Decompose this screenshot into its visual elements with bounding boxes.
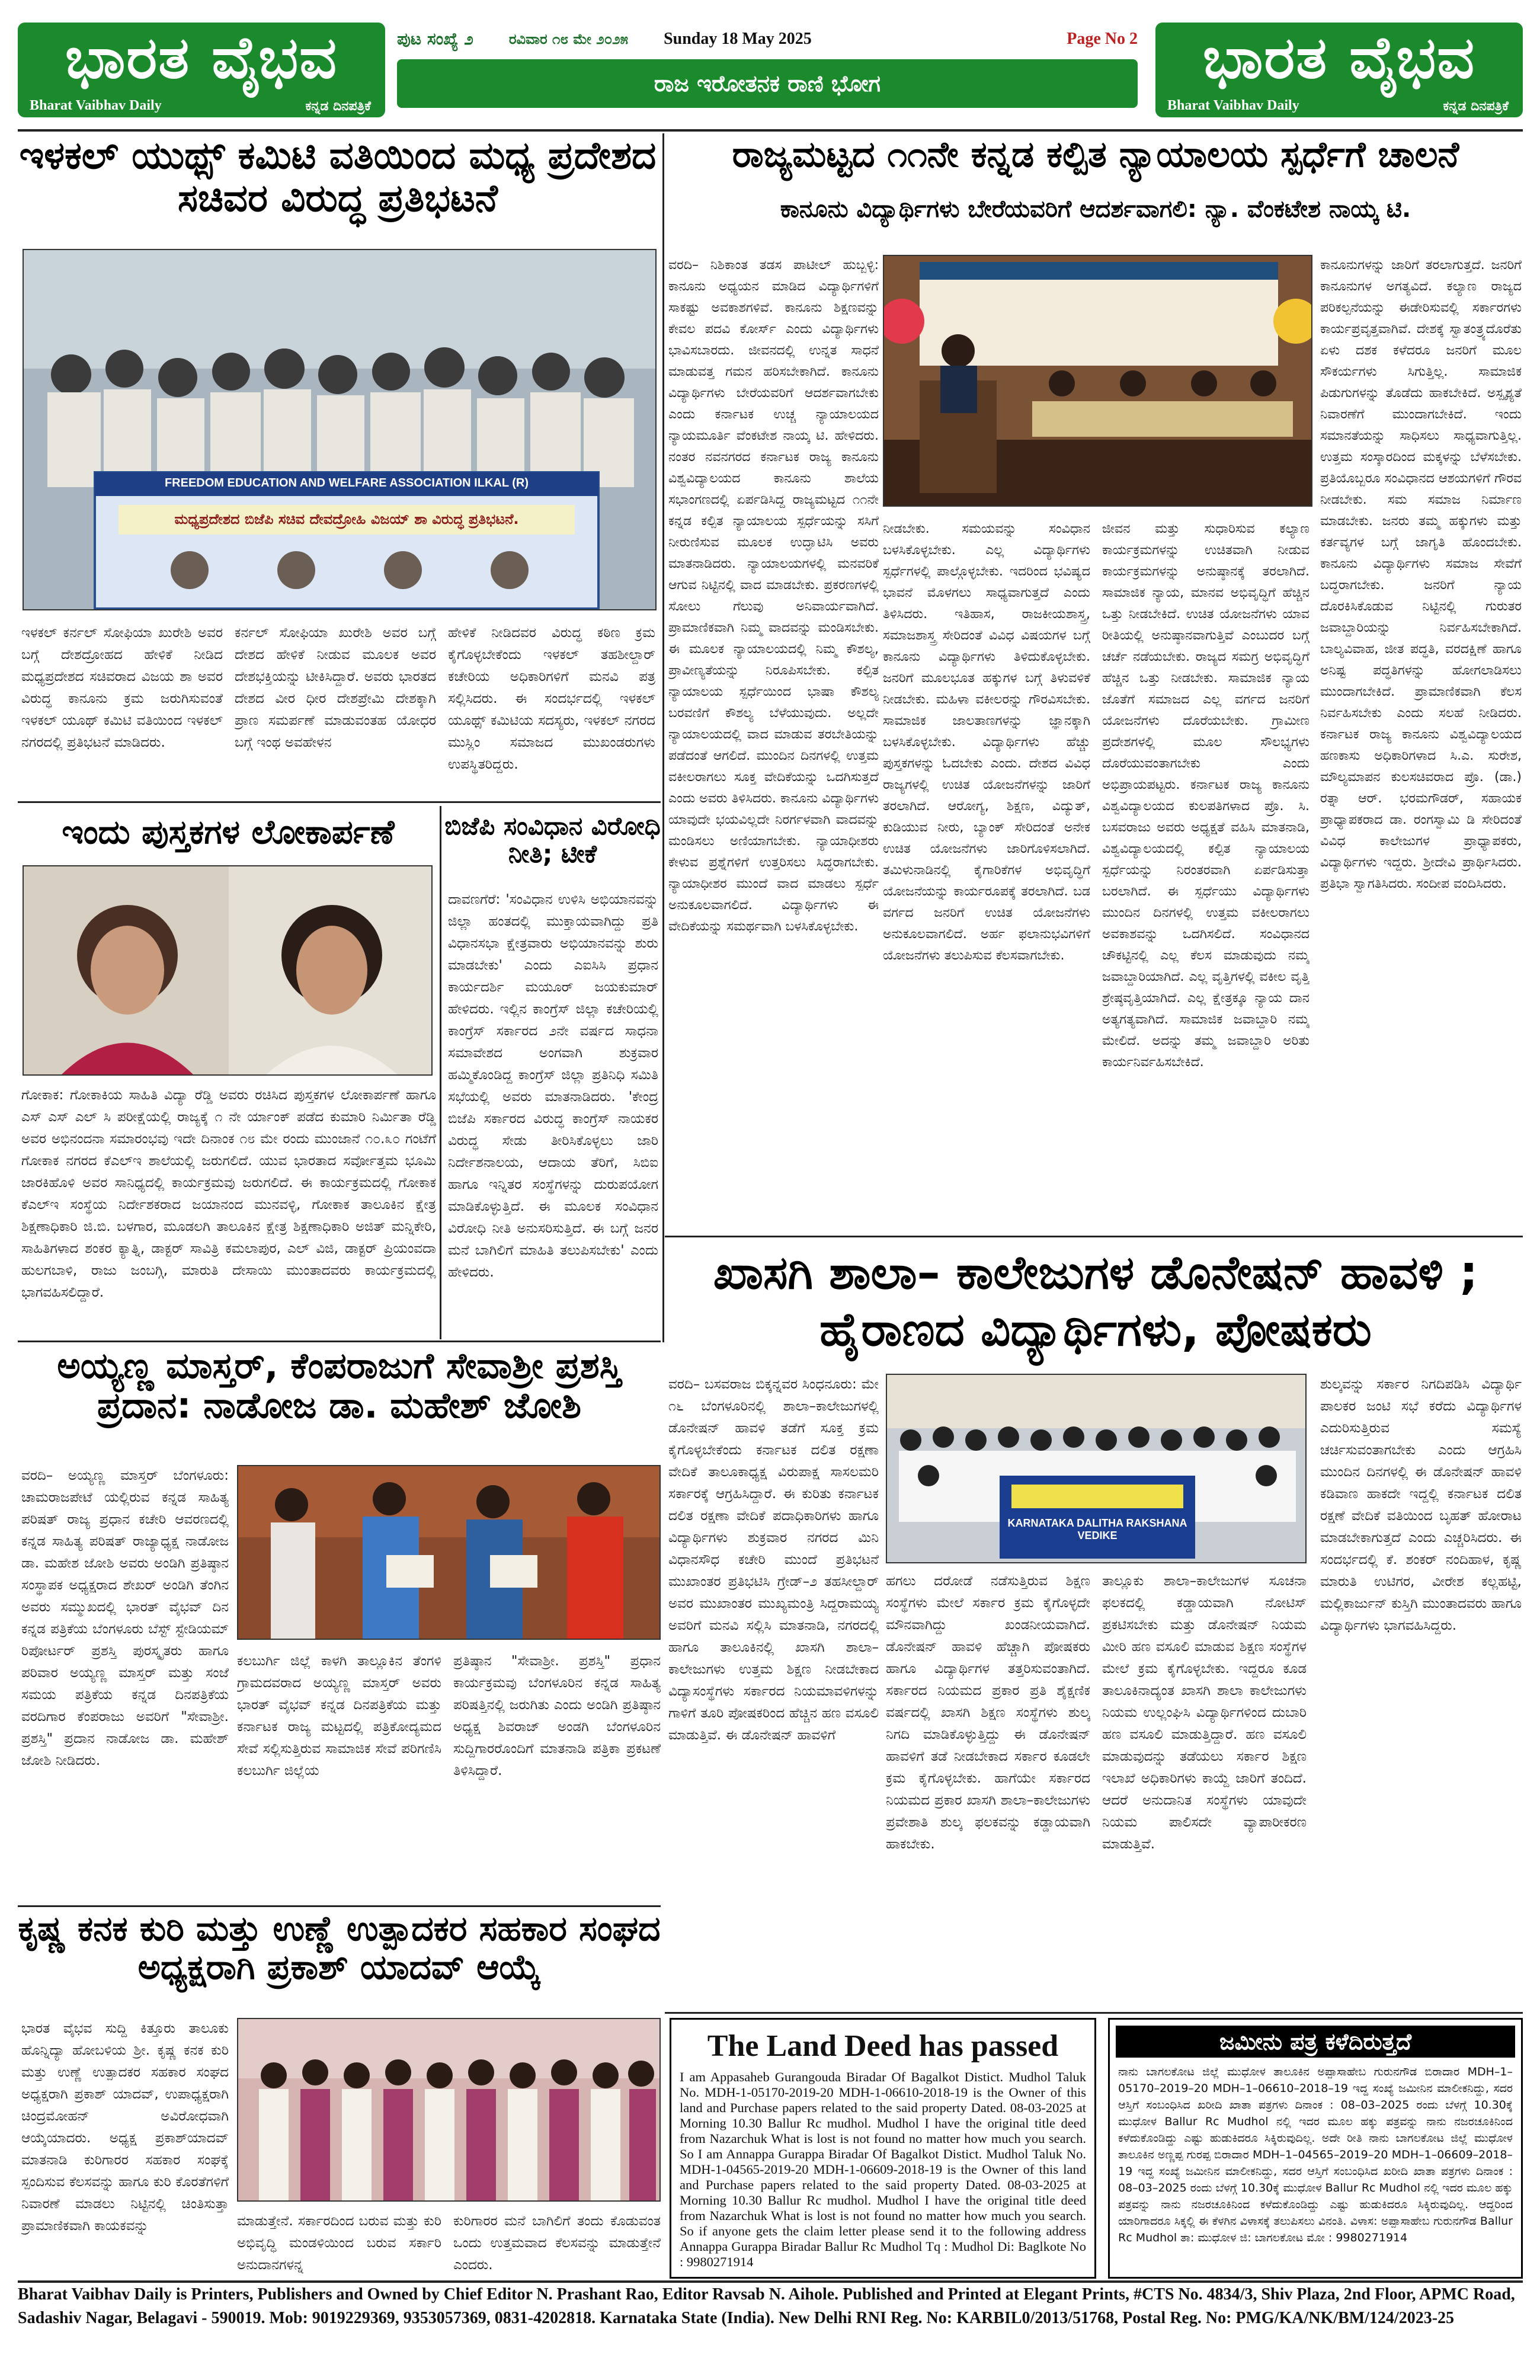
divider xyxy=(665,1236,1523,1237)
students-photo xyxy=(886,1374,1307,1563)
article-body: ಗೋಕಾಕ: ಗೋಕಾಕಿಯ ಸಾಹಿತಿ ವಿದ್ಯಾ ರೆಡ್ಡಿ ಅವರು ರಚಿಸಿದ ಪುಸ್ತಕಗಳ ಲೋಕಾರ್ಪಣೆ ಹಾಗೂ ಎಸ್ ಎಸ್ ಎಲ್ ಸಿ ಪರೀಕ್ಷೆಯಲ್ಲಿ ರಾಜ್ಯಕ್ಕೆ ೧ ನೇ ರ್ಯಾಂಕ್ ಪಡೆದ ಕುಮಾರಿ ನಿರ್ಮಿತಾ ರೆಡ್ಡಿ ಅವರ ಅಭಿನಂದನಾ ಸಮಾರಂಭವು ಇದೇ ದಿನಾಂಕ ೧೮ ಮೇ ರಂದು ಮುಂಜಾನೆ ೧೦.೩೦ ಗಂಟೆಗೆ ಗೋಕಾಕ ನಗರದ ಕೆಎಲ್‌ಇ ಶಾಲೆಯಲ್ಲಿ ಜರುಗಲಿದೆ. ಯುವ ಭಾರತಾದ ಸರ್ವೋತ್ತಮ ಭೂಮಿ ಜಾರಕಿಹೊಳಿ ಅವರ ಸಾನಿಧ್ಯದಲ್ಲಿ ಕಾರ್ಯಕ್ರಮವು ಜರುಗಲಿದೆ. ಈ ಕಾರ್ಯಕ್ರಮದಲ್ಲಿ ಗೋಕಾಕ ಕೆಎಲ್‌ಇ ಸಂಸ್ಥೆಯ ನಿರ್ದೇಶಕರಾದ ಜಯಾನಂದ ಮುನವಳ್ಳಿ, ಗೋಕಾಕ ತಾಲೂಕಿನ ಕ್ಷೇತ್ರ ಶಿಕ್ಷಣಾಧಿಕಾರಿ ಜಿ.ಬಿ. ಬಳಗಾರ, ಮೂಡಲಗಿ ತಾಲೂಕಿನ ಕ್ಷೇತ್ರ ಶಿಕ್ಷಣಾಧಿಕಾರಿ ಅಜಿತ್ ಮನ್ನಿಕೇರಿ, ಸಾಹಿತಿಗಳಾದ ಶಂಕರ ಕ್ಯಾತ್ನಿ, ಡಾಕ್ಟರ್ ಸಾವಿತ್ರಿ ಕಮಲಾಪುರ, ಎಲ್ ವಿಜಿ, ಡಾಕ್ಟರ್ ಪ್ರಿಯಂವದಾ ಹುಲಗಬಾಳಿ, ರಾಜು ಜಂಬಗ್ಗಿ, ಮಾರುತಿ ದೇಸಾಯಿ ಮುಂತಾದವರು ಕಾರ್ಯಕ್ರಮದಲ್ಲಿ ಭಾಗವಹಿಸಲಿದ್ದಾರೆ. xyxy=(21,1087,436,1300)
date-kn: ರವಿವಾರ ೧೮ ಮೇ ೨೦೨೫ xyxy=(508,31,629,47)
article-column: ಪ್ರತಿಷ್ಠಾನ "ಸೇವಾಶ್ರೀ. ಪ್ರಶಸ್ತಿ" ಪ್ರಧಾನ ಕಾರ್ಯಕ್ರಮವು ಬೆಂಗಳೂರಿನ ಕನ್ನಡ ಸಾಹಿತ್ಯ ಪರಿಷತ್ತಿನಲ್ಲಿ ಜರುಗಿತು ಎಂದು ಅಂಡಿಗಿ ಪ್ರತಿಷ್ಠಾನ ಅಧ್ಯಕ್ಷ ಶಿವರಾಜ್ ಅಂಡಗಿ ಬೆಂಗಳೂರಿನ ಸುದ್ದಿಗಾರರೊಂದಿಗೆ ಮಾತನಾಡಿ ಪತ್ರಿಕಾ ಪ್ರಕಟಣೆ ತಿಳಿಸಿದ್ದಾರೆ. xyxy=(453,1653,661,1778)
photo-slogan-text: ಮಧ್ಯಪ್ರದೇಶದ ಬಿಜೆಪಿ ಸಚಿವ ದೇವದ್ರೋಹಿ ವಿಜಯ್ ಶಾ ವಿರುದ್ಧ ಪ್ರತಿಭಟನೆ. xyxy=(174,511,519,527)
land-deed-notice-en xyxy=(670,2018,1096,2279)
article-column: ಹಗಲು ದರೋಡೆ ನಡೆಸುತ್ತಿರುವ ಶಿಕ್ಷಣ ಸಂಸ್ಥೆಗಳು ಮೇಲೆ ಸರ್ಕಾರ ಕ್ರಮ ಕೈಗೊಳ್ಳದೇ ಮೌನವಾಗಿದ್ದು ಖಂಡನೀಯವಾಗಿದೆ. ಡೊನೇಷನ್ ಹಾವಳಿ ಹೆಚ್ಚಾಗಿ ಪೋಷಕರು ಹಾಗೂ ವಿದ್ಯಾರ್ಥಿಗಳ ತತ್ತರಿಸುವಂತಾಗಿದೆ. ಸರ್ಕಾರದ ನಿಯಮದ ಪ್ರಕಾರ ಪ್ರತಿ ಶೈಕ್ಷಣಿಕ ವರ್ಷದಲ್ಲಿ ಖಾಸಗಿ ಶಿಕ್ಷಣ ಸಂಸ್ಥೆಗಳು ಶುಲ್ಕ ನಿಗದಿ ಮಾಡಿಕೊಳ್ಳುತ್ತಿದ್ದು ಈ ಡೊನೇಷನ್ ಹಾವಳಿಗೆ ತಡೆ ನೀಡಬೇಕಾದ ಸರ್ಕಾರ ಕೂಡಲೇ ಕ್ರಮ ಕೈಗೊಳ್ಳಬೇಕು. ಹಾಗೆಯೇ ಸರ್ಕಾರದ ನಿಯಮದ ಪ್ರಕಾರ ಖಾಸಗಿ ಶಾಲಾ–ಕಾಲೇಜುಗಳು ಪ್ರವೇಶಾತಿ ಶುಲ್ಕ ಫಲಕವನ್ನು ಕಡ್ಡಾಯವಾಗಿ ಹಾಕಬೇಕು. xyxy=(886,1573,1090,1852)
divider xyxy=(665,2012,1523,2014)
land-deed-notice-kn xyxy=(1108,2018,1523,2279)
author-photos-image xyxy=(24,866,433,1076)
article-column: ವರದಿ– ಅಯ್ಯಣ್ಣ ಮಾಸ್ತರ್ ಬೆಂಗಳೂರು: ಚಾಮರಾಜಪೇಟೆ ಯಲ್ಲಿರುವ ಕನ್ನಡ ಸಾಹಿತ್ಯ ಪರಿಷತ್ ರಾಜ್ಯ ಪ್ರಧಾನ ಕಚೇರಿ ಆವರಣದಲ್ಲಿ ಕನ್ನಡ ಸಾಹಿತ್ಯ ಪರಿಷತ್ ರಾಜ್ಯಾಧ್ಯಕ್ಷ ನಾಡೋಜ ಡಾ. ಮಹೇಶ ಜೋಶಿ ಅವರು ಅಂಡಿಗಿ ಪ್ರತಿಷ್ಠಾನ ಸಂಸ್ಥಾಪಕ ಅಧ್ಯಕ್ಷರಾದ ಶೇಖರ್ ಅಂಡಿಗಿ ತೆಂಗಿನ ಅವರು ಸಮ್ಮುಖದಲ್ಲಿ ಭಾರತ್ ವೈಭವ್ ದಿನ ಕನ್ನಡ ಪತ್ರಿಕೆಯ ಬೆಂಗಳೂರು ಬೆಸ್ಟ್ ಸ್ಟೇಡಿಯಮ್ ರಿಪೋರ್ಟರ್ ಪ್ರಶಸ್ತಿ ಪುರಸ್ಕೃತರು ಹಾಗೂ ಪರಿವಾರ ಅಯ್ಯಣ್ಣ ಮಾಸ್ತರ್ ಮತ್ತು ಸಂಜೆ ಸಮಯ ಪತ್ರಿಕೆಯ ಕನ್ನಡ ದಿನಪತ್ರಿಕೆಯ ವರದಿಗಾರ ಕೆಂಪರಾಜು ಅವರಿಗೆ "ಸೇವಾಶ್ರೀ. ಪ್ರಶಸ್ತಿ" ಪ್ರದಾನ ನಾಡೋಜ ಡಾ. ಮಹೇಶ್ ಜೋಶಿ ನೀಡಿದರು. xyxy=(21,1468,229,1768)
notice-title: The Land Deed has passed xyxy=(707,2029,1059,2063)
article-column: ವರದಿ– ನಿಶಿಕಾಂತ ತಡಸ ಪಾಟೀಲ್ ಹುಬ್ಬಳ್ಳಿ: ಕಾನೂನು ಅಧ್ಯಯನ ಮಾಡಿದ ವಿದ್ಯಾರ್ಥಿಗಳಿಗೆ ಸಾಕಷ್ಟು ಅವಕಾಶಗಳಿವೆ. ಕಾನೂನು ಶಿಕ್ಷಣವನ್ನು ಕೇವಲ ಪದವಿ ಕೋರ್ಸ್ ಎಂದು ವಿದ್ಯಾರ್ಥಿಗಳು ಭಾವಿಸಬಾರದು. ಜೀವನದಲ್ಲಿ ಉನ್ನತ ಸಾಧನೆ ಮಾಡುವತ್ತ ಗಮನ ಹರಿಸಬೇಕಾಗಿದೆ. ಕಾನೂನು ವಿದ್ಯಾರ್ಥಿಗಳು ಬೇರೆಯವರಿಗೆ ಆದರ್ಶವಾಗಬೇಕು ಎಂದು ಕರ್ನಾಟಕ ಉಚ್ಚ ನ್ಯಾಯಾಲಯದ ನ್ಯಾಯಮೂರ್ತಿ ವೆಂಕಟೇಶ ನಾಯ್ಕ ಟಿ. ಹೇಳಿದರು. ನಂತರ ನವನಗರದ ಕರ್ನಾಟಕ ರಾಜ್ಯ ಕಾನೂನು ವಿಶ್ವವಿದ್ಯಾಲಯದ ಕಾನೂನು ಶಾಲೆಯ ಸಭಾಂಗಣದಲ್ಲಿ ಏರ್ಪಡಿಸಿದ್ದ ರಾಜ್ಯಮಟ್ಟದ ೧೧ನೇ ಕನ್ನಡ ಕಲ್ಪಿತ ನ್ಯಾಯಾಲಯ ಸ್ಪರ್ಧೆಯನ್ನು ಸಸಿಗೆ ನೀರುಣಿಸುವ ಮೂಲಕ ಉದ್ಘಾಟಿಸಿ ಅವರು ಮಾತನಾಡಿದರು. ನ್ಯಾಯಾಲಯಗಳಲ್ಲಿ ಮನವರಿಕೆ ಆಗುವ ನಿಟ್ಟಿನಲ್ಲಿ ವಾದ ಮಾಡಬೇಕು. ಪ್ರಕರಣಗಳಲ್ಲಿ ಸೋಲು ಗೆಲುವು ಅನಿವಾರ್ಯವಾಗಿದೆ. ಪ್ರಾಮಾಣಿಕವಾಗಿ ನಿಮ್ಮ ವಾದವನ್ನು ಮಂಡಿಸಬೇಕು. ಈ ಮೂಲಕ ನ್ಯಾಯಾಲಯದಲ್ಲಿ ನಿಮ್ಮ ಕೌಶಲ್ಯ, ಪ್ರಾವೀಣ್ಯತೆಯನ್ನು ನಿರೂಪಿಸಬೇಕು. ಕಲ್ಪಿತ ನ್ಯಾಯಾಲಯ ಸ್ಪರ್ಧೆಯಿಂದ ಭಾಷಾ ಕೌಶಲ್ಯ ಬರವಣಿಗೆ ಕೌಶಲ್ಯ ಬೆಳೆಯುವುದು. ಅಲ್ಲದೇ ನ್ಯಾಯಾಲಯದಲ್ಲಿ ವಾದ ಮಾಡುವ ತರಬೇತಿಯನ್ನು ಪಡೆದಂತೆ ಆಗಲಿದೆ. ಮುಂದಿನ ದಿನಗಳಲ್ಲಿ ಉತ್ತಮ ವಕೀಲರಾಗಲು ಸೂಕ್ತ ವೇದಿಕೆಯನ್ನು ಒದಗಿಸುತ್ತದೆ ಎಂದು ಅವರು ತಿಳಿಸಿದರು. ಕಾನೂನು ವಿದ್ಯಾರ್ಥಿಗಳು ಯಾವುದೇ ಭಯವಿಲ್ಲದೇ ನಿರರ್ಗಳವಾಗಿ ವಾದವನ್ನು ಮಂಡಿಸಲು ಅಣಿಯಾಗಬೇಕು. ನ್ಯಾಯಾಧೀಶರು ಕೇಳುವ ಪ್ರಶ್ನೆಗಳಿಗೆ ಉತ್ತರಿಸಲು ಸಿದ್ಧರಾಗಬೇಕು. ನ್ಯಾಯಾಧೀಶರ ಮುಂದೆ ವಾದ ಮಾಡಲು ಸ್ಪರ್ಧೆ ಅನುಕೂಲವಾಗಲಿದೆ. ವಿದ್ಯಾರ್ಥಿಗಳು ಈ ವೇದಿಕೆಯನ್ನು ಸಮರ್ಥವಾಗಿ ಬಳಸಿಕೊಳ್ಳಬೇಕು. xyxy=(668,258,879,934)
protest-photo-image xyxy=(24,250,657,610)
issue-info xyxy=(397,26,1138,52)
article-subheadline: ಕಾನೂನು ವಿದ್ಯಾರ್ಥಿಗಳು ಬೇರೆಯವರಿಗೆ ಆದರ್ಶವಾಗಲಿ: ನ್ಯಾ. ವೆಂಕಟೇಶ ನಾಯ್ಕ ಟಿ. xyxy=(780,196,1411,223)
article-column: ಕಾನೂನುಗಳನ್ನು ಜಾರಿಗೆ ತರಲಾಗುತ್ತದೆ. ಜನರಿಗೆ ಕಾನೂನುಗಳ ಅಗತ್ಯವಿದೆ. ಕಲ್ಯಾಣ ರಾಜ್ಯದ ಪರಿಕಲ್ಪನೆಯನ್ನು ಈಡೇರಿಸುವಲ್ಲಿ ಸರ್ಕಾರಗಳು ಕಾರ್ಯಪ್ರವೃತ್ತವಾಗಿವೆ. ದೇಶಕ್ಕೆ ಸ್ವಾತಂತ್ರ್ಯದೊರೆತು ಏಳು ದಶಕ ಕಳೆದರೂ ಜನರಿಗೆ ಮೂಲ ಸೌಕರ್ಯಗಳು ಸಿಗುತ್ತಿಲ್ಲ. ಸಾಮಾಜಿಕ ಪಿಡುಗುಗಳನ್ನು ತೊಡೆದು ಹಾಕಬೇಕಿದೆ. ಅಸ್ಪೃಶ್ಯತೆ ನಿವಾರಣೆಗೆ ಮುಂದಾಗಬೇಕಿದೆ. ಇಂದು ಸಮಾನತೆಯನ್ನು ಸಾಧಿಸಲು ಸಾಧ್ಯವಾಗುತ್ತಿಲ್ಲ. ಉತ್ತಮ ಸಂಸ್ಕಾರದಿಂದ ಮಕ್ಕಳನ್ನು ಬೆಳೆಸಬೇಕು. ಪ್ರತಿಯೊಬ್ಬರೂ ಸಂವಿಧಾನದ ಆಶಯಗಳಿಗೆ ಗೌರವ ನೀಡಬೇಕು. ಸಮ ಸಮಾಜ ನಿರ್ಮಾಣ ಮಾಡಬೇಕು. ಜನರು ತಮ್ಮ ಹಕ್ಕುಗಳು ಮತ್ತು ಕರ್ತವ್ಯಗಳ ಬಗ್ಗೆ ಜಾಗೃತಿ ಹೊಂದಬೇಕು. ಕಾನೂನು ವಿದ್ಯಾರ್ಥಿಗಳು ಸಮಾಜ ಸೇವೆಗೆ ಬದ್ಧರಾಗಬೇಕು. ಜನರಿಗೆ ನ್ಯಾಯ ದೊರಕಿಸಿಕೊಡುವ ನಿಟ್ಟಿನಲ್ಲಿ ಗುರುತರ ಜವಾಬ್ದಾರಿಯನ್ನು ನಿರ್ವಹಿಸಬೇಕಾಗಿದೆ. ಬಾಲ್ಯವಿವಾಹ, ಜೀತ ಪದ್ಧತಿ, ವರದಕ್ಷಿಣೆ ಹಾಗೂ ಅನಿಷ್ಟ ಪದ್ಧತಿಗಳನ್ನು ಹೋಗಲಾಡಿಸಲು ಮುಂದಾಗಬೇಕಿದೆ. ಪ್ರಾಮಾಣಿಕವಾಗಿ ಕೆಲಸ ನಿರ್ವಹಿಸಬೇಕು ಎಂದು ಸಲಹೆ ನೀಡಿದರು. ಕರ್ನಾಟಕ ರಾಜ್ಯ ಕಾನೂನು ವಿಶ್ವವಿದ್ಯಾಲಯದ ಹಣಕಾಸು ಅಧಿಕಾರಿಗಳಾದ ಸಿ.ಎ. ಸುರೇಶ, ಮೌಲ್ಯಮಾಪನ ಕುಲಸಚಿವರಾದ ಪ್ರೊ. (ಡಾ.) ರತ್ನಾ ಆರ್. ಭರಮಗೌಡರ್, ಸಹಾಯಕ ಪ್ರಾಧ್ಯಾಪಕರಾದ ಡಾ. ರಂಗಸ್ವಾಮಿ ಡಿ ಸೇರಿದಂತೆ ವಿವಿಧ ಕಾಲೇಜುಗಳ ಪ್ರಾಧ್ಯಾಪಕರು, ವಿದ್ಯಾರ್ಥಿಗಳು ಇದ್ದರು. ಶ್ರೀದೇವಿ ಪ್ರಾರ್ಥಿಸಿದರು. ಪ್ರತಿಭಾ ಸ್ವಾಗತಿಸಿದರು. ಸಂದೀಪ ವಂದಿಸಿದರು. xyxy=(1320,258,1522,891)
protest-photo xyxy=(23,249,657,610)
masthead-subtitle-en: Bharat Vaibhav Daily xyxy=(30,98,162,113)
divider xyxy=(440,806,441,1339)
masthead-right xyxy=(1155,23,1523,117)
award-photo-image xyxy=(238,1466,661,1640)
page-number-kn: ಪುಟ ಸಂಖ್ಯೆ ೨ xyxy=(397,29,473,49)
divider xyxy=(662,133,664,1342)
society-photo-image xyxy=(238,2019,661,2202)
tagline-banner: ರಾಜ ಇರೋತನಕ ರಾಣಿ ಭೋಗ xyxy=(397,59,1138,108)
masthead-subtitle-kn: ಕನ್ನಡ ದಿನಪತ್ರಿಕೆ xyxy=(1443,99,1509,114)
divider xyxy=(18,1341,661,1342)
masthead-left xyxy=(18,23,385,117)
divider xyxy=(18,1905,661,1907)
article-column: ಕುರಿಗಾರರ ಮನೆ ಬಾಗಿಲಿಗೆ ತಂದು ಕೊಡುವಂತ ಒಂದು ಉತ್ತಮವಾದ ಕೆಲಸವನ್ನು ಮಾಡುತ್ತೇನೆ ಎಂದರು. xyxy=(453,2213,661,2273)
masthead-title: ಭಾರತ ವೈಭವ xyxy=(65,24,338,92)
notice-title: ಜಮೀನು ಪತ್ರ ಕಳೆದಿರುತ್ತದೆ xyxy=(1116,2026,1515,2058)
society-photo xyxy=(237,2018,661,2202)
article-column: ಇಳಕಲ್ ಕರ್ನಲ್ ಸೋಫಿಯಾ ಖುರೇಶಿ ಅವರ ಬಗ್ಗೆ ದೇಶದ್ರೋಹದ ಹೇಳಿಕೆ ನೀಡಿದ ಮಧ್ಯಪ್ರದೇಶದ ಸಚಿವರಾದ ವಿಜಯ ಶಾ ಅವರ ವಿರುದ್ಧ ಕಾನೂನು ಕ್ರಮ ಜರುಗಿಸುವಂತೆ ಇಳಕಲ್ ಯೂಥ್ ಕಮಿಟಿ ವತಿಯಿಂದ ಇಳಕಲ್ ನಗರದಲ್ಲಿ ಪ್ರತಿಭಟನೆ ಮಾಡಿದರು. xyxy=(21,625,223,750)
article-headline: ಇಳಕಲ್ ಯುಥ್ಸ್ ಕಮಿಟಿ ವತಿಯಿಂದ ಮಧ್ಯ ಪ್ರದೇಶದ ಸಚಿವರ ವಿರುದ್ಧ ಪ್ರತಿಭಟನೆ xyxy=(19,134,657,220)
masthead-subtitle-en: Bharat Vaibhav Daily xyxy=(1167,98,1299,113)
article-column: ಶುಲ್ಕವನ್ನು ಸರ್ಕಾರ ನಿಗದಿಪಡಿಸಿ ವಿದ್ಯಾರ್ಥಿ ಪಾಲಕರ ಜಂಟಿ ಸಭೆ ಕರೆದು ವಿದ್ಯಾರ್ಥಿಗಳ ಎದುರಿಸುತ್ತಿರುವ ಸಮಸ್ಯೆ ಚರ್ಚಿಸುವಂತಾಗಬೇಕು ಎಂದು ಆಗ್ರಹಿಸಿ ಮುಂದಿನ ದಿನಗಳಲ್ಲಿ ಈ ಡೊನೇಷನ್ ಹಾವಳಿ ಕಡಿವಾಣ ಹಾಕದೇ ಇದ್ದಲ್ಲಿ ಕರ್ನಾಟಕ ದಲಿತ ರಕ್ಷಣೆ ವೇದಿಕೆ ವತಿಯಿಂದ ಬೃಹತ್ ಹೋರಾಟ ಮಾಡಬೇಕಾಗುತ್ತದೆ ಎಂದು ಎಚ್ಚರಿಸಿದರು. ಈ ಸಂದರ್ಭದಲ್ಲಿ ಕೆ. ಶಂಕರ್ ನಂದಿಹಾಳ, ಕೃಷ್ಣ ಮಾರುತಿ ಉಟಿಗರ, ವೀರೇಶ ಕಲ್ಲಹಟ್ಟಿ, ಮಲ್ಲಿಕಾರ್ಜುನ್ ಕುಸ್ತಿಗಿ ಮುಂತಾದವರು ಹಾಗೂ ವಿದ್ಯಾರ್ಥಿಗಳು ಭಾಗವಹಿಸಿದ್ದರು. xyxy=(1320,1377,1522,1633)
article-body: ದಾವಣಗೆರೆ: 'ಸಂವಿಧಾನ ಉಳಿಸಿ ಅಭಿಯಾನವನ್ನು ಜಿಲ್ಲಾ ಹಂತದಲ್ಲಿ ಮುಕ್ತಾಯವಾಗಿದ್ದು ಪ್ರತಿ ವಿಧಾನಸಭಾ ಕ್ಷೇತ್ರವಾರು ಅಭಿಯಾನವನ್ನು ಶುರು ಮಾಡಬೇಕು' ಎಂದು ಎಐಸಿಸಿ ಪ್ರಧಾನ ಕಾರ್ಯದರ್ಶಿ ಮಯೂರ್ ಜಯಕುಮಾರ್ ಹೇಳಿದರು. ಇಲ್ಲಿನ ಕಾಂಗ್ರೆಸ್ ಜಿಲ್ಲಾ ಕಚೇರಿಯಲ್ಲಿ ಕಾಂಗ್ರೆಸ್ ಸರ್ಕಾರದ ೨ನೇ ವರ್ಷದ ಸಾಧನಾ ಸಮಾವೇಶದ ಅಂಗವಾಗಿ ಶುಕ್ರವಾರ ಹಮ್ಮಿಕೊಂಡಿದ್ದ ಕಾಂಗ್ರೆಸ್ ಜಿಲ್ಲಾ ಪ್ರತಿನಿಧಿ ಸಮಿತಿ ಸಭೆಯಲ್ಲಿ ಅವರು ಮಾತನಾಡಿದರು. 'ಕೇಂದ್ರ ಬಿಜೆಪಿ ಸರ್ಕಾರದ ವಿರುದ್ಧ ಕಾಂಗ್ರೆಸ್ ನಾಯಕರ ವಿರುದ್ಧ ಸೇಡು ತೀರಿಸಿಕೊಳ್ಳಲು ಜಾರಿ ನಿರ್ದೇಶನಾಲಯ, ಆದಾಯ ತೆರಿಗೆ, ಸಿಬಿಐ ಹಾಗೂ ಇನ್ನಿತರ ಸಂಸ್ಥೆಗಳನ್ನು ದುರುಪಯೋಗ ಮಾಡಿಕೊಳ್ಳುತ್ತಿದೆ. ಈ ಮೂಲಕ ಸಂವಿಧಾನ ವಿರೋಧಿ ನೀತಿ ಅನುಸರಿಸುತ್ತಿದೆ. ಈ ಬಗ್ಗೆ ಜನರ ಮನೆ ಬಾಗಿಲಿಗೆ ಮಾಹಿತಿ ತಲುಪಿಸಬೇಕು' ಎಂದು ಹೇಳಿದರು. xyxy=(448,892,658,1280)
article-headline: ಕೃಷ್ಣ ಕನಕ ಕುರಿ ಮತ್ತು ಉಣ್ಣೆ ಉತ್ಪಾದಕರ ಸಹಕಾರ ಸಂಘದ ಅಧ್ಯಕ್ಷರಾಗಿ ಪ್ರಕಾಶ್ ಯಾದವ್ ಆಯ್ಕೆ xyxy=(18,1908,661,1987)
date-en: Sunday 18 May 2025 xyxy=(664,30,812,48)
article-column: ತಾಲ್ಲೂಕು ಶಾಲಾ–ಕಾಲೇಜುಗಳ ಸೂಚನಾ ಫಲಕದಲ್ಲಿ ಕಡ್ಡಾಯವಾಗಿ ನೋಟಿಸ್ ಪ್ರಕಟಿಸಬೇಕು ಮತ್ತು ಡೊನೇಷನ್ ನಿಯಮ ಮೀರಿ ಹಣ ವಸೂಲಿ ಮಾಡುವ ಶಿಕ್ಷಣ ಸಂಸ್ಥೆಗಳ ಮೇಲೆ ಕ್ರಮ ಕೈಗೊಳ್ಳಬೇಕು. ಇದ್ದರೂ ಕೂಡ ತಾಲೂಕಿನಾದ್ಯಂತ ಖಾಸಗಿ ಶಾಲಾ ಕಾಲೇಜುಗಳು ನಿಯಮ ಉಲ್ಲಂಘಿಸಿ ವಿದ್ಯಾರ್ಥಿಗಳಿಂದ ದುಬಾರಿ ಹಣ ವಸೂಲಿ ಮಾಡುತ್ತಿದ್ದಾರೆ. ಹಣ ವಸೂಲಿ ಮಾಡುವುದನ್ನು ತಡೆಯಲು ಸರ್ಕಾರ ಶಿಕ್ಷಣ ಇಲಾಖೆ ಅಧಿಕಾರಿಗಳು ಕಾಯ್ದೆ ಜಾರಿಗೆ ತಂದಿದೆ. ಆದರೆ ಅನುದಾನಿತ ಸಂಸ್ಥೆಗಳು ಯಾವುದೇ ನಿಯಮ ಪಾಲಿಸದೇ ವ್ಯಾಪಾರೀಕರಣ ಮಾಡುತ್ತಿವೆ. xyxy=(1102,1573,1307,1852)
divider xyxy=(18,801,661,803)
photo-banner-text: FREEDOM EDUCATION AND WELFARE ASSOCIATION ILKAL (R) xyxy=(164,476,529,490)
author-photos xyxy=(23,865,433,1076)
event-photo-image xyxy=(884,256,1312,507)
divider xyxy=(18,129,1523,132)
article-headline: ಅಯ್ಯಣ್ಣ ಮಾಸ್ತರ್, ಕೆಂಪರಾಜುಗೆ ಸೇವಾಶ್ರೀ ಪ್ರಶಸ್ತಿ ಪ್ರದಾನ: ನಾಡೋಜ ಡಾ. ಮಹೇಶ್ ಜೋಶಿ xyxy=(57,1345,622,1427)
article-column: ಜೀವನ ಮತ್ತು ಸುಧಾರಿಸುವ ಕಲ್ಯಾಣ ಕಾರ್ಯಕ್ರಮಗಳನ್ನು ಉಚಿತವಾಗಿ ನೀಡುವ ಕಾರ್ಯಕ್ರಮಗಳನ್ನು ಅನುಷ್ಠಾನಕ್ಕೆ ತರಲಾಗಿದೆ. ಸಾಮಾಜಿಕ ನ್ಯಾಯ, ಮಾನವ ಅಭಿವೃದ್ಧಿಗೆ ಹೆಚ್ಚಿನ ಒತ್ತು ನೀಡಬೇಕಿದೆ. ಉಚಿತ ಯೋಜನೆಗಳು ಯಾವ ರೀತಿಯಲ್ಲಿ ಅನುಷ್ಠಾನವಾಗುತ್ತಿವೆ ಎಂಬುದರ ಬಗ್ಗೆ ಚರ್ಚೆ ನಡೆಯಬೇಕು. ರಾಜ್ಯದ ಸಮಗ್ರ ಅಭಿವೃದ್ಧಿಗೆ ಹೆಚ್ಚಿನ ಒತ್ತು ನೀಡಬೇಕು. ಸಾಮಾಜಿಕ ನ್ಯಾಯ ಜೊತೆಗೆ ಸಮಾಜದ ಎಲ್ಲ ವರ್ಗದ ಜನರಿಗೆ ಯೋಜನೆಗಳು ದೊರೆಯಬೇಕು. ಗ್ರಾಮೀಣ ಪ್ರದೇಶಗಳಲ್ಲಿ ಮೂಲ ಸೌಲಭ್ಯಗಳು ದೊರೆಯುವಂತಾಗಬೇಕು ಎಂದು ಅಭಿಪ್ರಾಯಪಟ್ಟರು. ಕರ್ನಾಟಕ ರಾಜ್ಯ ಕಾನೂನು ವಿಶ್ವವಿದ್ಯಾಲಯದ ಕುಲಪತಿಗಳಾದ ಪ್ರೊ. ಸಿ. ಬಸವರಾಜು ಅವರು ಅಧ್ಯಕ್ಷತೆ ವಹಿಸಿ ಮಾತನಾಡಿ, ವಿಶ್ವವಿದ್ಯಾಲಯದಲ್ಲಿ ಕಲ್ಪಿತ ನ್ಯಾಯಾಲಯ ಸ್ಪರ್ಧೆಯನ್ನು ನಿರಂತರವಾಗಿ ಏರ್ಪಡಿಸುತ್ತಾ ಬರಲಾಗಿದೆ. ಈ ಸ್ಪರ್ಧೆಯು ವಿದ್ಯಾರ್ಥಿಗಳು ಮುಂದಿನ ದಿನಗಳಲ್ಲಿ ಉತ್ತಮ ವಕೀಲರಾಗಲು ಅವಕಾಶವನ್ನು ಒದಗಿಸಲಿದೆ. ಸಂವಿಧಾನದ ಚೌಕಟ್ಟಿನಲ್ಲಿ ಎಲ್ಲ ಕೆಲಸ ಮಾಡುವುದು ನಮ್ಮ ಜವಾಬ್ದಾರಿಯಾಗಿದೆ. ಎಲ್ಲ ವೃತ್ತಿಗಳಲ್ಲಿ ವಕೀಲ ವೃತ್ತಿ ಶ್ರೇಷ್ಠವೃತ್ತಿಯಾಗಿದೆ. ಎಲ್ಲ ಕ್ಷೇತ್ರಕ್ಕೂ ನ್ಯಾಯ ದಾನ ಅತ್ಯಗತ್ಯವಾಗಿದೆ. ಸಾಮಾಜಿಕ ಜವಾಬ್ದಾರಿ ನಮ್ಮ ಮೇಲಿದೆ. ಅದನ್ನು ತಮ್ಮ ಜವಾಬ್ದಾರಿ ಅರಿತು ಕಾರ್ಯನಿರ್ವಹಿಸಬೇಕಿದೆ. xyxy=(1102,522,1310,1070)
event-photo xyxy=(883,255,1312,507)
notice-body: I am Appasaheb Gurangouda Biradar Of Bagalkot Distict. Mudhol Taluk No. MDH-1-05170-2019-20 MDH-1-06610-2018-19 is the Owner of this land and Purchase papers related to the said property Dated. 08-03-2025 at Morning 10.30 Ballur Rc mudhol. Mudhol I have the original title deed from Nazarchuk What is lost is not found no matter how much you search. So I am Annappa Gurappa Biradar Of Bagalkot Distict. Mudhol Taluk No. MDH-1-04565-2019-20 MDH-1-06609-2018-19 is the Owner of this land and Purchase papers related to the said property Dated. 08-03-2025 at Morning 10.30 Ballur Rc mudhol. Mudhol I have the original title deed from Nazarchuk What is lost is not found no matter how much you search. So if anyone gets the claim letter please send it to the following address Annappa Gurappa Biradar Ballur Rc Mudhol Tq : Mudhol Di: Baglkote No : 9980271914 xyxy=(680,2069,1086,2269)
page-number-en: Page No 2 xyxy=(1067,30,1138,48)
article-column: ಕಲಬುರ್ಗಿ ಜಿಲ್ಲೆ ಕಾಳಗಿ ತಾಲ್ಲೂಕಿನ ತೆಂಗಳಿ ಗ್ರಾಮದವರಾದ ಅಯ್ಯಣ್ಣ ಮಾಸ್ತರ್ ಅವರು ಭಾರತ್ ವೈಭವ್ ಕನ್ನಡ ದಿನಪತ್ರಿಕೆಯ ಮತ್ತು ಕರ್ನಾಟಕ ರಾಜ್ಯ ಮಟ್ಟದಲ್ಲಿ ಪತ್ರಿಕೋದ್ಯಮದ ಸೇವೆ ಸಲ್ಲಿಸುತ್ತಿರುವ ಸಾಮಾಜಿಕ ಸೇವೆ ಪರಿಗಣಿಸಿ ಕಲಬುರ್ಗಿ ಜಿಲ್ಲೆಯ xyxy=(237,1653,441,1778)
article-column: ವರದಿ– ಬಸವರಾಜ ಬಿಕ್ಕನ್ನವರ ಸಿಂಧನೂರು: ಮೇ ೧೬ ಬೆಂಗಳೂರಿನಲ್ಲಿ ಶಾಲಾ–ಕಾಲೇಜುಗಳಲ್ಲಿ ಡೊನೇಷನ್ ಹಾವಳಿ ತಡೆಗೆ ಸೂಕ್ತ ಕ್ರಮ ಕೈಗೊಳ್ಳಬೇಕೆಂದು ಕರ್ನಾಟಕ ದಲಿತ ರಕ್ಷಣಾ ವೇದಿಕೆ ತಾಲೂಕಾಧ್ಯಕ್ಷ ವಿರುಪಾಕ್ಷ ಸಾಸಲಮರಿ ಸರ್ಕಾರಕ್ಕೆ ಆಗ್ರಹಿಸಿದ್ದಾರೆ. ಈ ಕುರಿತು ಕರ್ನಾಟಕ ದಲಿತ ರಕ್ಷಣಾ ವೇದಿಕೆ ಪದಾಧಿಕಾರಿಗಳು ಹಾಗೂ ವಿದ್ಯಾರ್ಥಿಗಳು ಶುಕ್ರವಾರ ನಗರದ ಮಿನಿ ವಿಧಾನಸೌಧ ಕಚೇರಿ ಮುಂದೆ ಪ್ರತಿಭಟನೆ ಮುಖಾಂತರ ಪ್ರತಿಭಟಿಸಿ ಗ್ರೇಡ್–೨ ತಹಸೀಲ್ದಾರ್ ಅವರ ಮುಖಾಂತರ ಮುಖ್ಯಮಂತ್ರಿ ಸಿದ್ದರಾಮಯ್ಯ ಅವರಿಗೆ ಮನವಿ ಸಲ್ಲಿಸಿ ಮಾತನಾಡಿ, ನಗರದಲ್ಲಿ ಹಾಗೂ ತಾಲೂಕಿನಲ್ಲಿ ಖಾಸಗಿ ಶಾಲಾ–ಕಾಲೇಜುಗಳು ಉತ್ತಮ ಶಿಕ್ಷಣ ನೀಡಬೇಕಾದ ವಿದ್ಯಾಸಂಸ್ಥೆಗಳು ಸರ್ಕಾರದ ನಿಯಮಾವಳಿಗಳನ್ನು ಗಾಳಿಗೆ ತೂರಿ ಪೋಷಕರಿಂದ ಹೆಚ್ಚಿನ ಹಣ ವಸೂಲಿ ಮಾಡುತ್ತಿವೆ. ಈ ಡೊನೇಷನ್ ಹಾವಳಿಗೆ xyxy=(668,1377,879,1743)
notice-body: ನಾನು ಬಾಗಲಕೋಟ ಜಿಲ್ಲೆ ಮುಧೋಳ ತಾಲೂಕಿನ ಅಪ್ಪಾಸಾಹೇಬ ಗುರುನಗೌಡ ಬಿರಾದಾರ MDH–1–05170–2019–20 MDH–1–06610–2018–19 ಇದ್ದ ಸಂಖ್ಯೆ ಜಮೀನಿನ ಮಾಲೀಕನಿದ್ದು, ಸದರ ಆಸ್ತಿಗೆ ಸಂಬಂಧಿಸಿದ ಖರೀದಿ ಖಾತಾ ಪತ್ರಗಳು ದಿನಾಂಕ : 08–03–2025 ರಂದು ಬೆಳಗ್ಗೆ 10.30ಕ್ಕೆ ಮುಧೋಳ Ballur Rc Mudhol ನಲ್ಲಿ ಇದರ ಮೂಲ ಹಕ್ಕು ಪತ್ರವನ್ನು ನಾನು ನಜರಚೂಕಿನಿಂದ ಕಳೆದುಕೊಂಡಿದ್ದು ಎಷ್ಟು ಹುಡುಕಿದರೂ ಸಿಕ್ಕಿರುವುದಿಲ್ಲ. ಅದೇ ರೀತಿ ನಾನು ಬಾಗಲಕೋಟ ಜಿಲ್ಲೆ ಮುಧೋಳ ತಾಲೂಕಿನ ಅಣ್ಣಪ್ಪ ಗುರಪ್ಪ ಬಿರಾದಾರ MDH–1–04565–2019–20 MDH–1–06609–2018–19 ಇದ್ದ ಸಂಖ್ಯೆ ಜಮೀನಿನ ಮಾಲೀಕನಿದ್ದು, ಸದರ ಆಸ್ತಿಗೆ ಸಂಬಂಧಿಸಿದ ಖರೀದಿ ಖಾತಾ ಪತ್ರಗಳು ದಿನಾಂಕ : 08–03–2025 ರಂದು ಬೆಳಗ್ಗೆ 10.30ಕ್ಕೆ ಮುಧೋಳ Ballur Rc Mudhol ನಲ್ಲಿ ಇದರ ಮೂಲ ಹಕ್ಕು ಪತ್ರವನ್ನು ನಾನು ನಜರಚೂಕಿನಿಂದ ಕಳೆದುಕೊಂಡಿದ್ದು ಎಷ್ಟು ಹುಡುಕಿದರೂ ಸಿಕ್ಕಿರುವುದಿಲ್ಲ. ಆದ್ದರಿಂದ ಯಾರಿಗಾದರೂ ಸಿಕ್ಕಲ್ಲಿ ಈ ಕೆಳಗಿನ ವಿಳಾಸಕ್ಕೆ ತಲುಪಿಸಲು ವಿನಂತಿ. ವಿಳಾಸ: ಅಪ್ಪಾಸಾಹೇಬ ಗುರುನಗೌಡ Ballur Rc Mudhol ತಾ: ಮುಧೋಳ ಜಿ: ಬಾಗಲಕೋಟ ಮೋ : 9980271914 xyxy=(1118,2065,1513,2244)
article-headline: ಖಾಸಗಿ ಶಾಲಾ– ಕಾಲೇಜುಗಳ ಡೊನೇಷನ್ ಹಾವಳಿ ; ಹೈರಾಣದ ವಿದ್ಯಾರ್ಥಿಗಳು, ಪೋಷಕರು xyxy=(713,1246,1478,1357)
imprint-footer: Bharat Vaibhav Daily is Printers, Publishers and Owned by Chief Editor N. Prashant Rao, Editor Ravsab N. Aihole. Published and Printed at Elegant Prints, #CTS No. 4834/3, Shiv Plaza, 2nd Floor, APMC Road, Sadashiv Nagar, Belagavi - 590019. Mob: 9019229369, 9353057369, 0831-4202818. Karnataka State (India). New Delhi RNI Reg. No: KARBIL0/2013/51768, Postal Reg. No: PMG/KA/NK/BM/124/2023-25 xyxy=(18,2285,1515,2327)
award-photo xyxy=(237,1465,661,1640)
photo-banner-text: KARNATAKA DALITHA RAKSHANA VEDIKE xyxy=(1007,1517,1187,1541)
article-headline: ಬಿಜೆಪಿ ಸಂವಿಧಾನ ವಿರೋಧಿ ನೀತಿ; ಟೀಕೆ xyxy=(444,811,661,869)
masthead-subtitle-kn: ಕನ್ನಡ ದಿನಪತ್ರಿಕೆ xyxy=(305,99,371,114)
article-column: ಕರ್ನಲ್ ಸೋಫಿಯಾ ಖುರೇಶಿ ಅವರ ಬಗ್ಗೆ ದೇಶದ ಹೇಳಿಕೆ ನೀಡುವ ಮೂಲಕ ಅವರ ದೇಶಭಕ್ತಿಯನ್ನು ಟೀಕಿಸಿದ್ದಾರೆ. ಅವರು ಭಾರತದ ದೇಶದ ವೀರ ಧೀರ ದೇಶಪ್ರೇಮಿ ದೇಶಕ್ಕಾಗಿ ಪ್ರಾಣ ಸಮರ್ಪಣೆ ಮಾಡುವಂತಹ ಯೋಧರ ಬಗ್ಗೆ ಇಂಥ ಅವಹೇಳನ xyxy=(235,625,436,750)
masthead-title: ಭಾರತ ವೈಭವ xyxy=(1202,24,1476,92)
article-column: ನೀಡಬೇಕು. ಸಮಯವನ್ನು ಸಂವಿಧಾನ ಬಳಸಿಕೊಳ್ಳಬೇಕು. ಎಲ್ಲ ವಿದ್ಯಾರ್ಥಿಗಳು ಸ್ಪರ್ಧೆಗಳಲ್ಲಿ ಪಾಲ್ಗೊಳ್ಳಬೇಕು. ಇದರಿಂದ ಭವಿಷ್ಯದ ಭಾವನೆ ಮೊಳಗಲು ಸಾಧ್ಯವಾಗುತ್ತದೆ ಎಂದು ತಿಳಿಸಿದರು. ಇತಿಹಾಸ, ರಾಜಕೀಯಶಾಸ್ತ್ರ, ಸಮಾಜಶಾಸ್ತ್ರ ಸೇರಿದಂತೆ ವಿವಿಧ ವಿಷಯಗಳ ಬಗ್ಗೆ ಕಾನೂನು ವಿದ್ಯಾರ್ಥಿಗಳು ತಿಳಿದುಕೊಳ್ಳಬೇಕು. ಜನರಿಗೆ ಮೂಲಭೂತ ಹಕ್ಕುಗಳ ಬಗ್ಗೆ ತಿಳುವಳಿಕೆ ನೀಡಬೇಕು. ಮಹಿಳಾ ವಕೀಲರನ್ನು ಗೌರವಿಸಬೇಕು. ಸಾಮಾಜಿಕ ಜಾಲತಾಣಗಳನ್ನು ಜ್ಞಾನಕ್ಕಾಗಿ ಬಳಸಿಕೊಳ್ಳಬೇಕು. ವಿದ್ಯಾರ್ಥಿಗಳು ಹೆಚ್ಚು ಪುಸ್ತಕಗಳನ್ನು ಓದಬೇಕು ಎಂದು. ದೇಶದ ವಿವಿಧ ರಾಜ್ಯಗಳಲ್ಲಿ ಉಚಿತ ಯೋಜನೆಗಳನ್ನು ಜಾರಿಗೆ ತರಲಾಗಿದೆ. ಆರೋಗ್ಯ, ಶಿಕ್ಷಣ, ವಿದ್ಯುತ್, ಕುಡಿಯುವ ನೀರು, ಬ್ಯಾಂಕ್ ಸೇರಿದಂತೆ ಅನೇಕ ಉಚಿತ ಯೋಜನೆಗಳು ಜಾರಿಗೊಳಿಸಲಾಗಿದೆ. ತಮಿಳುನಾಡಿನಲ್ಲಿ ಕೈಗಾರಿಕೆಗಳ ಅಭಿವೃದ್ಧಿಗೆ ಯೋಜನೆಯನ್ನು ಕಾರ್ಯರೂಪಕ್ಕೆ ತರಲಾಗಿದೆ. ಬಡ ವರ್ಗದ ಜನರಿಗೆ ಉಚಿತ ಯೋಜನೆಗಳು ಅನುಕೂಲವಾಗಲಿದೆ. ಅರ್ಹ ಫಲಾನುಭವಿಗಳಿಗೆ ಯೋಜನೆಗಳು ತಲುಪಿಸುವ ಕೆಲಸವಾಗಬೇಕು. xyxy=(883,522,1090,963)
article-column: ಹೇಳಿಕೆ ನೀಡಿದವರ ವಿರುದ್ಧ ಕಠಿಣ ಕ್ರಮ ಕೈಗೊಳ್ಳಬೇಕೆಂದು ಇಳಕಲ್ ತಹಶೀಲ್ದಾರ್ ಕಚೇರಿಯ ಅಧಿಕಾರಿಗಳಿಗೆ ಮನವಿ ಪತ್ರ ಸಲ್ಲಿಸಿದರು. ಈ ಸಂದರ್ಭದಲ್ಲಿ ಇಳಕಲ್ ಯೂಥ್ಸ್ ಕಮಿಟಿಯ ಸದಸ್ಯರು, ಇಳಕಲ್ ನಗರದ ಮುಸ್ಲಿಂ ಸಮಾಜದ ಮುಖಂಡರುಗಳು ಉಪಸ್ಥಿತರಿದ್ದರು. xyxy=(448,625,655,772)
article-column: ಮಾಡುತ್ತೇನೆ. ಸರ್ಕಾರದಿಂದ ಬರುವ ಮತ್ತು ಕುರಿ ಅಭಿವೃದ್ಧಿ ಮಂಡಳಿಯಿಂದ ಬರುವ ಸರ್ಕಾರಿ ಅನುದಾನಗಳನ್ನ xyxy=(237,2213,441,2273)
article-headline: ರಾಜ್ಯಮಟ್ಟದ ೧೧ನೇ ಕನ್ನಡ ಕಲ್ಪಿತ ನ್ಯಾಯಾಲಯ ಸ್ಪರ್ಧೆಗೆ ಚಾಲನೆ xyxy=(732,134,1459,175)
article-column: ಭಾರತ ವೈಭವ ಸುದ್ದಿ ಕಿತ್ತೂರು ತಾಲೂಕು ಹೊನ್ನಿದ್ಯಾ ಹೋಬಳಿಯ ಶ್ರೀ. ಕೃಷ್ಣ ಕನಕ ಕುರಿ ಮತ್ತು ಉಣ್ಣೆ ಉತ್ಪಾದಕರ ಸಹಕಾರ ಸಂಘದ ಅಧ್ಯಕ್ಷರಾಗಿ ಪ್ರಕಾಶ್ ಯಾದವ್, ಉಪಾಧ್ಯಕ್ಷರಾಗಿ ಚಿಂದ್ರಮೋಹನ್ ಅವಿರೋಧವಾಗಿ ಆಯ್ಕೆಯಾದರು. ಅಧ್ಯಕ್ಷ ಪ್ರಕಾಶ್‌ಯಾದವ್ ಮಾತನಾಡಿ ಕುರಿಗಾರರ ಸಹಕಾರ ಸಂಘಕ್ಕೆ ಸ್ಪಂದಿಸುವ ಕೆಲಸವನ್ನು ಹಾಗೂ ಕುರಿ ಕೊರತೆಗಳಿಗೆ ನಿವಾರಣೆ ಮಾಡಲು ನಿಟ್ಟಿನಲ್ಲಿ ಚಿಂತಿಸುತ್ತಾ ಪ್ರಾಮಾಣಿಕವಾಗಿ ಕಾಯಕವನ್ನು xyxy=(21,2021,229,2234)
article-headline: ಇಂದು ಪುಸ್ತಕಗಳ ಲೋಕಾರ್ಪಣೆ xyxy=(62,813,395,852)
